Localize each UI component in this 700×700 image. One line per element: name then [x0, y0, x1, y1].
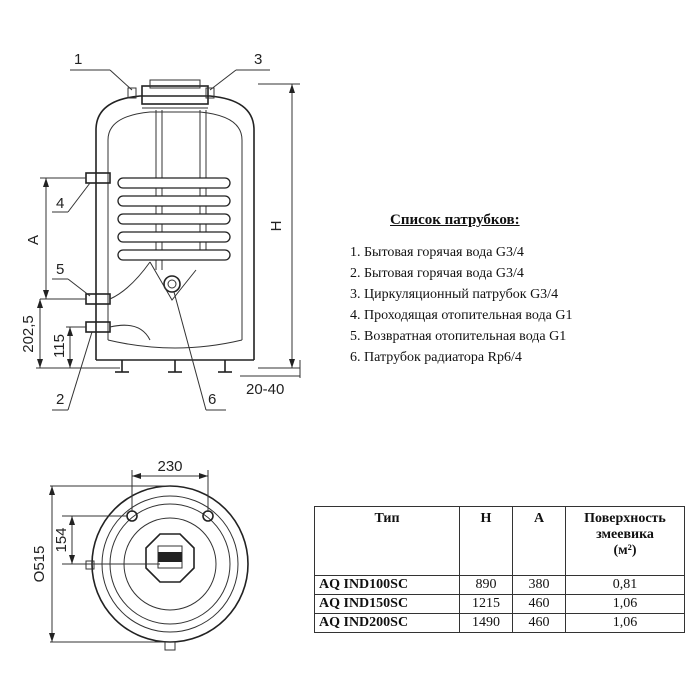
cell-area: 1,06: [566, 595, 685, 614]
tank-top-view: [86, 486, 248, 650]
dim-202-label: 202,5: [20, 315, 37, 353]
top-flange: [128, 80, 214, 108]
callout-6: 6: [208, 391, 217, 408]
cell-a: 460: [513, 595, 566, 614]
header-h: H: [460, 507, 513, 576]
header-area: [566, 507, 685, 576]
top-connection-left: [127, 511, 137, 521]
nozzle-4: [86, 173, 110, 183]
top-dimensions: [31, 458, 208, 642]
legend-item: 2. Бытовая горячая вода G3/4: [350, 266, 524, 281]
header-area-label: Поверхность змеевика: [584, 511, 666, 542]
legend-item: 3. Циркуляционный патрубок G3/4: [350, 287, 559, 302]
cell-model: AQ IND150SC: [315, 595, 460, 614]
dim-h-label: H: [268, 220, 285, 232]
cell-h: 1490: [460, 614, 513, 633]
legend-list: [350, 242, 572, 368]
cell-model: AQ IND100SC: [315, 576, 460, 595]
cell-h: 1215: [460, 595, 513, 614]
legend-item: 6. Патрубок радиатора Rp6/4: [350, 350, 522, 365]
dim-a-label: A: [25, 234, 42, 246]
callout-3: 3: [254, 51, 263, 68]
tank-jacket: [96, 96, 254, 360]
callout-2: 2: [56, 391, 65, 408]
dim-115-label: 115: [51, 334, 68, 358]
callout-1: 1: [74, 51, 83, 68]
dim-230-label: 230: [157, 458, 183, 475]
cell-model: AQ IND200SC: [315, 614, 460, 633]
dim-515-label: O515: [31, 545, 48, 583]
callout-4: 4: [56, 195, 65, 212]
cell-area: 0,81: [566, 576, 685, 595]
nozzle-2: [86, 322, 110, 332]
table-row: [315, 614, 685, 633]
cell-a: 380: [513, 576, 566, 595]
tank-legs: [115, 360, 232, 372]
top-connection-right: [203, 511, 213, 521]
dim-154-label: 154: [53, 527, 70, 553]
header-type: Тип: [315, 507, 460, 576]
dim-20-40-label: 20-40: [246, 381, 285, 398]
table-row: [315, 576, 685, 595]
header-a: A: [513, 507, 566, 576]
table-row: [315, 595, 685, 614]
cell-a: 460: [513, 614, 566, 633]
callouts: [52, 51, 270, 410]
legend-item: 5. Возвратная отопительная вода G1: [350, 329, 567, 344]
callout-5: 5: [56, 261, 65, 278]
cell-area: 1,06: [566, 614, 685, 633]
header-area-unit: (м²): [613, 543, 637, 558]
tank-inner-vessel: [108, 112, 242, 340]
legend-item: 1. Бытовая горячая вода G3/4: [350, 245, 524, 260]
spec-table-header: [315, 507, 685, 576]
heating-coil: [118, 178, 230, 260]
cell-h: 890: [460, 576, 513, 595]
spec-table: [314, 506, 685, 633]
tank-side-view: [86, 80, 254, 372]
legend-title: Список патрубков:: [390, 212, 520, 228]
legend-item: 4. Проходящая отопительная вода G1: [350, 308, 573, 323]
